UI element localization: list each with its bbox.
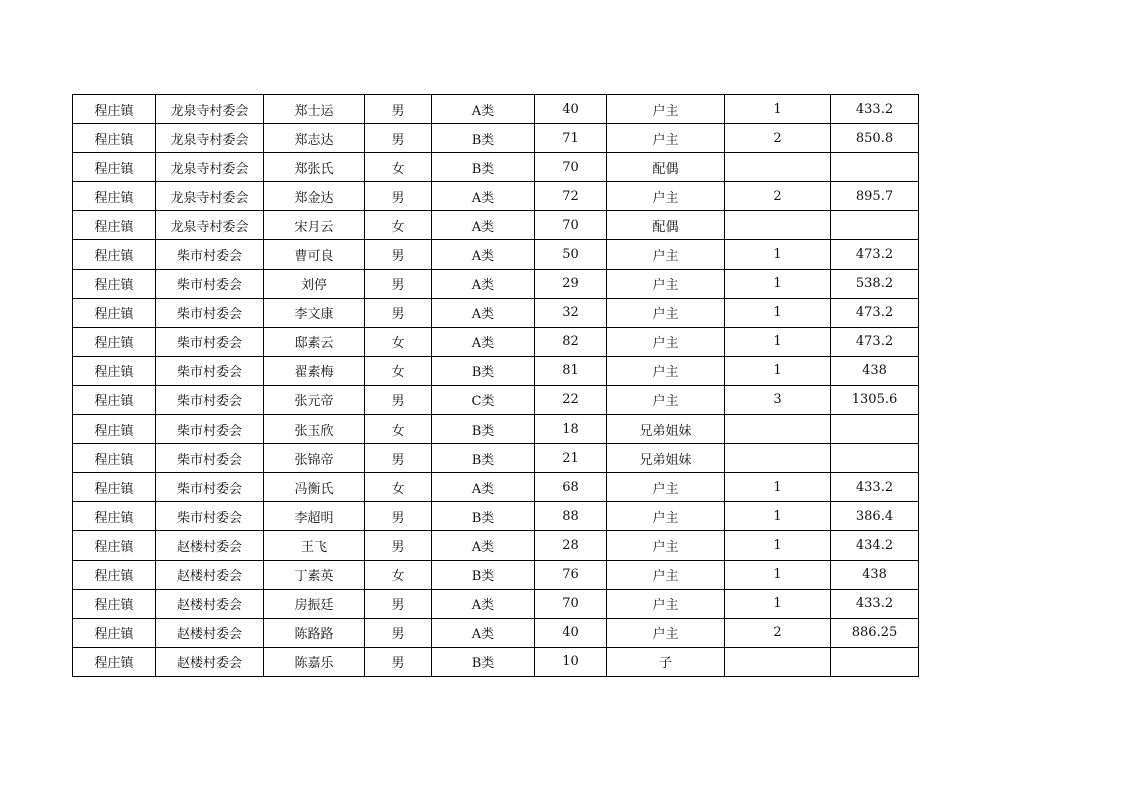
town-cell: 程庄镇 [73, 618, 156, 647]
town-cell: 程庄镇 [73, 589, 156, 618]
gender-cell: 男 [365, 589, 432, 618]
amount-cell: 1305.6 [831, 385, 919, 414]
age-cell: 29 [535, 269, 607, 298]
relation-cell: 户主 [607, 589, 725, 618]
category-cell: B类 [432, 153, 535, 182]
table-row [73, 415, 919, 444]
age-cell: 70 [535, 589, 607, 618]
name-cell: 张锦帝 [264, 444, 365, 473]
household-count-cell: 1 [725, 327, 831, 356]
amount-cell [831, 647, 919, 676]
village-committee-cell: 柴市村委会 [156, 356, 264, 385]
table-row [73, 240, 919, 269]
category-cell: B类 [432, 560, 535, 589]
household-count-cell: 1 [725, 240, 831, 269]
table-row [73, 589, 919, 618]
village-committee-cell: 柴市村委会 [156, 327, 264, 356]
roster-table [72, 94, 919, 677]
relation-cell: 兄弟姐妹 [607, 415, 725, 444]
category-cell: A类 [432, 327, 535, 356]
name-cell: 张元帝 [264, 385, 365, 414]
relation-cell: 户主 [607, 531, 725, 560]
town-cell: 程庄镇 [73, 95, 156, 124]
relation-cell: 配偶 [607, 211, 725, 240]
amount-cell: 433.2 [831, 589, 919, 618]
amount-cell: 895.7 [831, 182, 919, 211]
roster-table-body [73, 95, 919, 677]
household-count-cell: 1 [725, 502, 831, 531]
amount-cell: 473.2 [831, 298, 919, 327]
table-row [73, 327, 919, 356]
gender-cell: 男 [365, 444, 432, 473]
village-committee-cell: 柴市村委会 [156, 385, 264, 414]
name-cell: 曹可良 [264, 240, 365, 269]
gender-cell: 男 [365, 531, 432, 560]
household-count-cell [725, 153, 831, 182]
relation-cell: 户主 [607, 473, 725, 502]
town-cell: 程庄镇 [73, 269, 156, 298]
household-count-cell [725, 647, 831, 676]
age-cell: 28 [535, 531, 607, 560]
village-committee-cell: 柴市村委会 [156, 415, 264, 444]
household-count-cell: 1 [725, 356, 831, 385]
age-cell: 10 [535, 647, 607, 676]
household-count-cell: 1 [725, 95, 831, 124]
name-cell: 张玉欣 [264, 415, 365, 444]
table-row [73, 356, 919, 385]
relation-cell: 户主 [607, 95, 725, 124]
village-committee-cell: 柴市村委会 [156, 473, 264, 502]
category-cell: A类 [432, 298, 535, 327]
relation-cell: 户主 [607, 385, 725, 414]
household-count-cell: 1 [725, 531, 831, 560]
table-row [73, 647, 919, 676]
category-cell: A类 [432, 240, 535, 269]
table-row [73, 269, 919, 298]
table-row [73, 298, 919, 327]
age-cell: 50 [535, 240, 607, 269]
amount-cell: 433.2 [831, 95, 919, 124]
age-cell: 70 [535, 211, 607, 240]
gender-cell: 男 [365, 502, 432, 531]
village-committee-cell: 赵楼村委会 [156, 560, 264, 589]
gender-cell: 女 [365, 356, 432, 385]
table-row [73, 560, 919, 589]
town-cell: 程庄镇 [73, 153, 156, 182]
town-cell: 程庄镇 [73, 415, 156, 444]
age-cell: 72 [535, 182, 607, 211]
category-cell: B类 [432, 356, 535, 385]
relation-cell: 子 [607, 647, 725, 676]
town-cell: 程庄镇 [73, 385, 156, 414]
gender-cell: 男 [365, 182, 432, 211]
gender-cell: 女 [365, 473, 432, 502]
name-cell: 房振廷 [264, 589, 365, 618]
relation-cell: 户主 [607, 298, 725, 327]
amount-cell [831, 415, 919, 444]
relation-cell: 户主 [607, 618, 725, 647]
category-cell: A类 [432, 589, 535, 618]
household-count-cell: 1 [725, 298, 831, 327]
relation-cell: 户主 [607, 269, 725, 298]
category-cell: B类 [432, 647, 535, 676]
category-cell: B类 [432, 502, 535, 531]
gender-cell: 男 [365, 95, 432, 124]
category-cell: B类 [432, 415, 535, 444]
category-cell: B类 [432, 444, 535, 473]
age-cell: 22 [535, 385, 607, 414]
amount-cell: 850.8 [831, 124, 919, 153]
amount-cell: 886.25 [831, 618, 919, 647]
gender-cell: 女 [365, 327, 432, 356]
category-cell: B类 [432, 124, 535, 153]
table-row [73, 124, 919, 153]
gender-cell: 女 [365, 560, 432, 589]
name-cell: 郑士运 [264, 95, 365, 124]
age-cell: 76 [535, 560, 607, 589]
age-cell: 70 [535, 153, 607, 182]
name-cell: 邸素云 [264, 327, 365, 356]
household-count-cell: 2 [725, 124, 831, 153]
table-row [73, 182, 919, 211]
gender-cell: 男 [365, 240, 432, 269]
relation-cell: 户主 [607, 502, 725, 531]
village-committee-cell: 柴市村委会 [156, 298, 264, 327]
table-row [73, 502, 919, 531]
amount-cell: 433.2 [831, 473, 919, 502]
gender-cell: 女 [365, 153, 432, 182]
amount-cell: 434.2 [831, 531, 919, 560]
name-cell: 翟素梅 [264, 356, 365, 385]
relation-cell: 户主 [607, 124, 725, 153]
town-cell: 程庄镇 [73, 356, 156, 385]
age-cell: 68 [535, 473, 607, 502]
age-cell: 40 [535, 95, 607, 124]
relation-cell: 户主 [607, 327, 725, 356]
age-cell: 32 [535, 298, 607, 327]
town-cell: 程庄镇 [73, 647, 156, 676]
table-row [73, 444, 919, 473]
household-count-cell: 1 [725, 269, 831, 298]
name-cell: 宋月云 [264, 211, 365, 240]
relation-cell: 兄弟姐妹 [607, 444, 725, 473]
table-row [73, 618, 919, 647]
name-cell: 郑张氏 [264, 153, 365, 182]
age-cell: 21 [535, 444, 607, 473]
village-committee-cell: 柴市村委会 [156, 240, 264, 269]
table-row [73, 211, 919, 240]
town-cell: 程庄镇 [73, 182, 156, 211]
category-cell: A类 [432, 531, 535, 560]
name-cell: 郑志达 [264, 124, 365, 153]
name-cell: 陈路路 [264, 618, 365, 647]
town-cell: 程庄镇 [73, 327, 156, 356]
town-cell: 程庄镇 [73, 560, 156, 589]
age-cell: 40 [535, 618, 607, 647]
name-cell: 陈嘉乐 [264, 647, 365, 676]
table-row [73, 473, 919, 502]
name-cell: 李超明 [264, 502, 365, 531]
gender-cell: 女 [365, 415, 432, 444]
relation-cell: 户主 [607, 560, 725, 589]
gender-cell: 男 [365, 647, 432, 676]
relation-cell: 户主 [607, 240, 725, 269]
household-count-cell: 1 [725, 560, 831, 589]
town-cell: 程庄镇 [73, 502, 156, 531]
gender-cell: 男 [365, 269, 432, 298]
name-cell: 冯衡氏 [264, 473, 365, 502]
category-cell: A类 [432, 473, 535, 502]
name-cell: 王飞 [264, 531, 365, 560]
age-cell: 88 [535, 502, 607, 531]
town-cell: 程庄镇 [73, 444, 156, 473]
table-row [73, 95, 919, 124]
household-count-cell: 2 [725, 182, 831, 211]
name-cell: 郑金达 [264, 182, 365, 211]
village-committee-cell: 赵楼村委会 [156, 531, 264, 560]
table-row [73, 385, 919, 414]
category-cell: A类 [432, 618, 535, 647]
amount-cell [831, 211, 919, 240]
town-cell: 程庄镇 [73, 298, 156, 327]
village-committee-cell: 柴市村委会 [156, 444, 264, 473]
village-committee-cell: 龙泉寺村委会 [156, 95, 264, 124]
town-cell: 程庄镇 [73, 240, 156, 269]
gender-cell: 女 [365, 211, 432, 240]
name-cell: 刘停 [264, 269, 365, 298]
town-cell: 程庄镇 [73, 124, 156, 153]
amount-cell: 438 [831, 356, 919, 385]
village-committee-cell: 龙泉寺村委会 [156, 153, 264, 182]
amount-cell: 538.2 [831, 269, 919, 298]
household-count-cell: 1 [725, 589, 831, 618]
category-cell: C类 [432, 385, 535, 414]
category-cell: A类 [432, 269, 535, 298]
amount-cell: 386.4 [831, 502, 919, 531]
household-count-cell: 2 [725, 618, 831, 647]
amount-cell [831, 444, 919, 473]
amount-cell: 473.2 [831, 240, 919, 269]
amount-cell [831, 153, 919, 182]
gender-cell: 男 [365, 385, 432, 414]
relation-cell: 户主 [607, 182, 725, 211]
relation-cell: 户主 [607, 356, 725, 385]
household-count-cell [725, 211, 831, 240]
village-committee-cell: 赵楼村委会 [156, 647, 264, 676]
age-cell: 81 [535, 356, 607, 385]
gender-cell: 男 [365, 618, 432, 647]
category-cell: A类 [432, 211, 535, 240]
gender-cell: 男 [365, 124, 432, 153]
town-cell: 程庄镇 [73, 531, 156, 560]
village-committee-cell: 龙泉寺村委会 [156, 211, 264, 240]
category-cell: A类 [432, 95, 535, 124]
amount-cell: 438 [831, 560, 919, 589]
village-committee-cell: 龙泉寺村委会 [156, 124, 264, 153]
household-count-cell: 3 [725, 385, 831, 414]
amount-cell: 473.2 [831, 327, 919, 356]
age-cell: 71 [535, 124, 607, 153]
household-count-cell [725, 444, 831, 473]
village-committee-cell: 赵楼村委会 [156, 618, 264, 647]
relation-cell: 配偶 [607, 153, 725, 182]
village-committee-cell: 赵楼村委会 [156, 589, 264, 618]
gender-cell: 男 [365, 298, 432, 327]
table-row [73, 153, 919, 182]
household-count-cell [725, 415, 831, 444]
town-cell: 程庄镇 [73, 473, 156, 502]
category-cell: A类 [432, 182, 535, 211]
village-committee-cell: 柴市村委会 [156, 269, 264, 298]
age-cell: 82 [535, 327, 607, 356]
age-cell: 18 [535, 415, 607, 444]
household-count-cell: 1 [725, 473, 831, 502]
name-cell: 李文康 [264, 298, 365, 327]
table-row [73, 531, 919, 560]
name-cell: 丁素英 [264, 560, 365, 589]
town-cell: 程庄镇 [73, 211, 156, 240]
village-committee-cell: 柴市村委会 [156, 502, 264, 531]
village-committee-cell: 龙泉寺村委会 [156, 182, 264, 211]
